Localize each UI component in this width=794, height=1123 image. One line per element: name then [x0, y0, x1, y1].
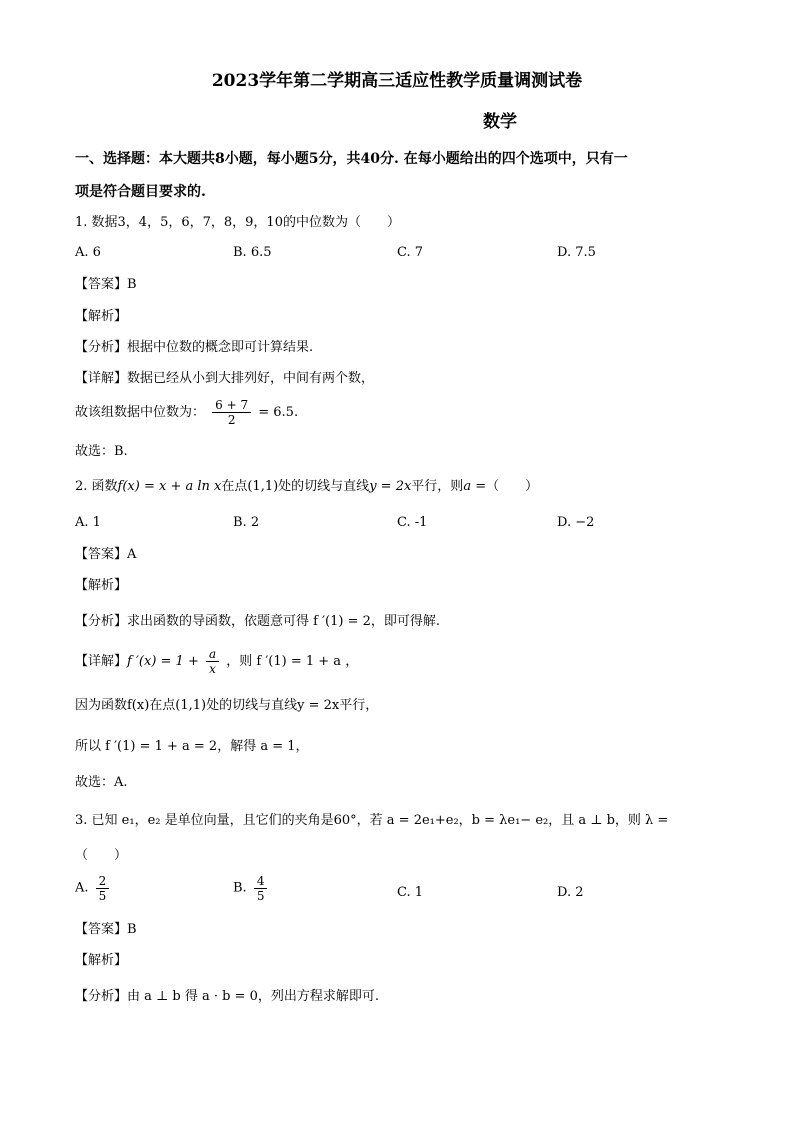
exam-subject: 数学 — [483, 112, 517, 132]
q1-option-d: D. 7.5 — [557, 245, 596, 260]
q1-stem: 1. 数据3，4，5，6，7，8，9，10的中位数为（ ） — [75, 215, 400, 230]
q3-option-a-num: 2 — [96, 874, 110, 889]
q1-analysis-label: 【解析】 — [75, 309, 128, 324]
q2-stem-line: y = 2x — [369, 479, 412, 494]
q3-option-b-den: 5 — [256, 889, 265, 903]
q3-stem-line2: （ ） — [75, 848, 128, 863]
q3-option-d: D. 2 — [557, 885, 584, 900]
q3-fenxi: 【分析】由 a ⊥ b 得 a · b = 0，列出方程求解即可. — [75, 989, 379, 1004]
q2-detail-b: ，则 f ′(1) = 1 + a ， — [226, 654, 359, 669]
q2-because: 因为函数f(x)在点(1,1)处的切线与直线y = 2x平行， — [75, 698, 379, 713]
q1-detail: 【详解】数据已经从小到大排列好，中间有两个数， — [75, 371, 375, 386]
q2-choice: 故选：A. — [75, 775, 128, 790]
q2-stem-func: f(x) = x + a ln x — [117, 479, 222, 494]
q2-detail-numerator: a — [206, 647, 219, 662]
q1-choice: 故选：B. — [75, 444, 128, 459]
q2-stem-end: （ ） — [486, 479, 539, 494]
q3-stem-line1: 3. 已知 e₁，e₂ 是单位向量，且它们的夹角是60°，若 a = 2e₁+e₂，b = λe₁− e₂，且 a ⊥ b，则 λ = — [75, 813, 669, 828]
q2-fenxi: 【分析】求出函数的导函数，依题意可得 f ′(1) = 2，即可得解. — [75, 614, 441, 629]
q2-stem-post: 平行，则 — [411, 479, 464, 494]
q2-detail-prefix: 【详解】 — [75, 654, 128, 669]
q1-calc-denominator: 2 — [227, 413, 236, 427]
q2-option-a: A. 1 — [75, 515, 101, 530]
q1-option-a: A. 6 — [75, 245, 101, 260]
q1-calc-suffix: = 6.5. — [258, 405, 299, 420]
q2-detail-denominator: x — [209, 662, 216, 676]
q3-answer: 【答案】B — [75, 922, 137, 937]
q2-detail-a: f ′(x) = 1 + — [127, 654, 199, 669]
q3-analysis-label: 【解析】 — [75, 953, 128, 968]
q3-option-a-den: 5 — [98, 889, 107, 903]
q2-therefore: 所以 f ′(1) = 1 + a = 2，解得 a = 1， — [75, 739, 309, 754]
q2-detail — [75, 646, 358, 678]
q3-option-a-label: A. — [75, 880, 89, 896]
section-heading-line2: 项是符合题目要求的. — [75, 184, 206, 200]
q3-option-c: C. 1 — [397, 885, 424, 900]
q2-option-d: D. −2 — [557, 515, 595, 530]
exam-title: 2023学年第二学期高三适应性教学质量调测试卷 — [211, 71, 583, 91]
q2-stem — [75, 478, 538, 496]
q2-detail-fraction — [206, 647, 219, 676]
q1-calc-fraction — [212, 398, 251, 427]
q3-option-b-label: B. — [233, 880, 247, 896]
q1-option-c: C. 7 — [397, 245, 424, 260]
q1-fenxi: 【分析】根据中位数的概念即可计算结果. — [75, 340, 314, 355]
q3-option-b-fraction — [254, 874, 268, 903]
q2-option-b: B. 2 — [233, 515, 260, 530]
q3-option-a — [75, 874, 112, 903]
q1-calc — [75, 398, 298, 427]
q1-answer: 【答案】B — [75, 277, 137, 292]
q1-calc-numerator: 6 + 7 — [212, 398, 251, 413]
q2-option-c: C. -1 — [397, 515, 428, 530]
q3-option-b — [233, 874, 270, 903]
q2-analysis-label: 【解析】 — [75, 578, 128, 593]
section-heading-line1: 一、选择题：本大题共8小题，每小题5分，共40分. 在每小题给出的四个选项中，只有一 — [75, 151, 628, 167]
q1-calc-prefix: 故该组数据中位数为： — [75, 405, 206, 420]
q2-stem-mid: 在点(1,1)处的切线与直线 — [221, 479, 370, 494]
q2-stem-pre: 2. 函数 — [75, 479, 118, 494]
q3-option-a-fraction — [96, 874, 110, 903]
q3-option-b-num: 4 — [254, 874, 268, 889]
q2-stem-var: a = — [463, 479, 487, 494]
q2-answer: 【答案】A — [75, 547, 137, 562]
q1-option-b: B. 6.5 — [233, 245, 272, 260]
